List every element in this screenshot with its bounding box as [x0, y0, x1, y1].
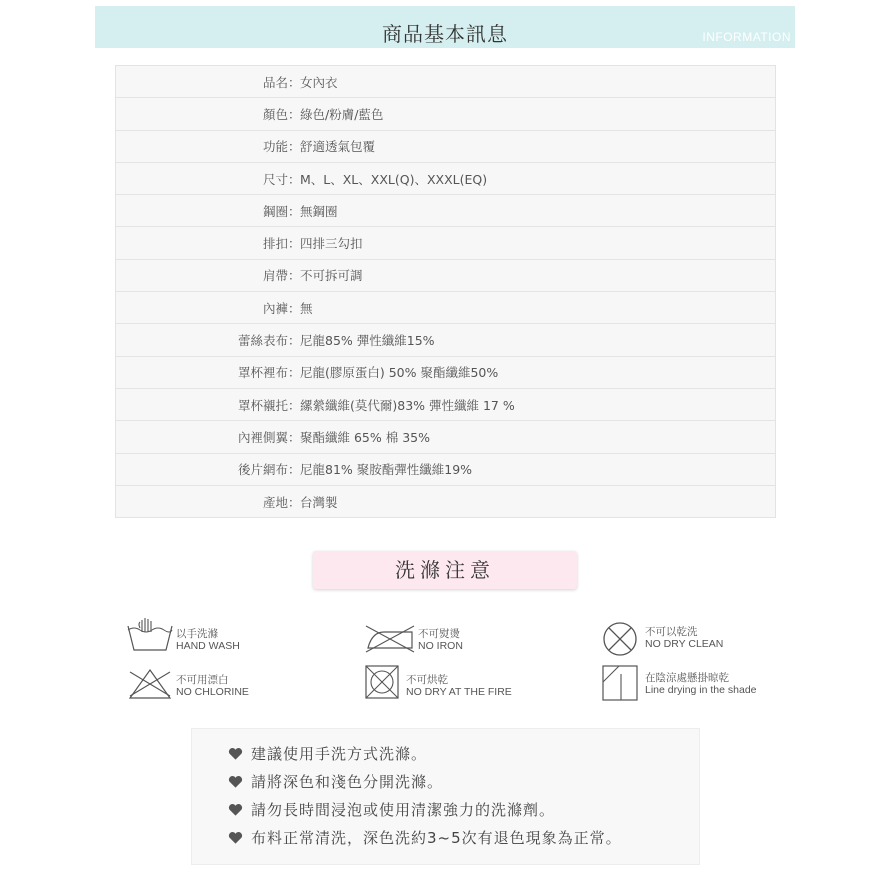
spec-value: 女內衣 — [300, 74, 338, 90]
spec-value: 聚酯纖維 65% 棉 35% — [300, 429, 430, 445]
info-subtitle: INFORMATION — [702, 30, 791, 44]
heart-icon — [228, 747, 243, 761]
spec-separator: ： — [288, 429, 301, 445]
spec-row — [116, 66, 775, 98]
care-label — [176, 628, 240, 652]
care-label — [645, 626, 723, 650]
spec-row — [116, 324, 775, 356]
spec-row — [116, 227, 775, 259]
spec-row — [116, 389, 775, 421]
care-label-zh: 不可烘乾 — [406, 674, 448, 686]
care-note-text: 布料正常清洗，深色洗約3~5次有退色現象為正常。 — [251, 829, 622, 847]
spec-separator: ： — [288, 171, 301, 187]
spec-label: 肩帶 — [262, 268, 288, 284]
spec-value: 縲縈纖維(莫代爾)83% 彈性纖維 17 % — [300, 397, 515, 413]
spec-label: 顏色 — [262, 106, 288, 122]
care-label-zh: 不可以乾洗 — [645, 626, 698, 638]
no-iron-icon — [364, 624, 416, 654]
spec-separator: ： — [288, 203, 301, 219]
spec-row — [116, 454, 775, 486]
no-bleach-icon — [128, 666, 172, 702]
care-label — [176, 674, 249, 698]
spec-label: 內褲 — [262, 300, 288, 316]
care-label-en: NO DRY CLEAN — [645, 638, 724, 650]
care-label-zh: 不可用漂白 — [176, 674, 229, 686]
spec-label: 排扣 — [262, 236, 288, 252]
care-label-zh: 在陰涼處懸掛晾乾 — [645, 672, 729, 684]
no-tumble-dry-icon — [364, 664, 400, 700]
spec-label: 蕾絲表布 — [237, 333, 288, 349]
spec-separator: ： — [288, 268, 301, 284]
spec-value: 綠色/粉膚/藍色 — [300, 106, 384, 122]
spec-label: 功能 — [262, 139, 288, 155]
care-label-en: NO DRY AT THE FIRE — [406, 686, 512, 698]
care-note — [228, 827, 622, 848]
spec-label: 罩杯裡布 — [237, 365, 288, 381]
info-header — [95, 6, 795, 48]
spec-label: 後片網布 — [237, 462, 288, 478]
spec-row — [116, 260, 775, 292]
care-label-en: NO CHLORINE — [176, 686, 249, 698]
care-note — [228, 743, 427, 764]
care-label-en: Line drying in the shade — [645, 684, 757, 696]
care-note-text: 建議使用手洗方式洗滌。 — [251, 745, 428, 763]
info-title: 商品基本訊息 — [382, 22, 508, 46]
care-note — [228, 799, 555, 820]
spec-value: 尼龍81% 聚胺酯彈性纖維19% — [300, 462, 473, 478]
heart-icon — [228, 775, 243, 789]
line-dry-shade-icon — [601, 664, 639, 702]
spec-separator: ： — [288, 300, 301, 316]
care-note-text: 請勿長時間浸泡或使用清潔強力的洗滌劑。 — [251, 801, 556, 819]
spec-separator: ： — [288, 74, 301, 90]
care-notes-box — [191, 728, 700, 865]
spec-label: 尺寸 — [262, 171, 288, 187]
hand-wash-icon — [126, 614, 174, 652]
spec-label: 鋼圈 — [262, 203, 288, 219]
no-dry-clean-icon — [601, 620, 639, 658]
spec-value: 無 — [300, 300, 313, 316]
heart-icon — [228, 831, 243, 845]
spec-row — [116, 195, 775, 227]
spec-value: 尼龍85% 彈性纖維15% — [300, 333, 435, 349]
heart-icon — [228, 803, 243, 817]
spec-row — [116, 486, 775, 518]
spec-value: 不可拆可調 — [300, 268, 363, 284]
spec-row — [116, 163, 775, 195]
spec-value: 尼龍(膠原蛋白) 50% 聚酯纖維50% — [300, 365, 499, 381]
care-label-en: NO IRON — [418, 640, 463, 652]
care-label-zh: 不可熨燙 — [418, 628, 460, 640]
spec-separator: ： — [288, 494, 301, 510]
spec-label: 罩杯襯托 — [237, 397, 288, 413]
spec-separator: ： — [288, 236, 301, 252]
spec-row — [116, 421, 775, 453]
spec-separator: ： — [288, 365, 301, 381]
spec-label: 產地 — [262, 494, 288, 510]
spec-separator: ： — [288, 462, 301, 478]
spec-label: 內裡側翼 — [237, 429, 288, 445]
spec-label: 品名 — [262, 74, 288, 90]
care-label-en: HAND WASH — [176, 640, 240, 652]
wash-care-title: 洗滌注意 — [313, 551, 577, 589]
care-note — [228, 771, 443, 792]
spec-row — [116, 292, 775, 324]
spec-separator: ： — [288, 333, 301, 349]
care-label — [645, 672, 757, 696]
spec-separator: ： — [288, 397, 301, 413]
spec-value: 無鋼圈 — [300, 203, 338, 219]
spec-row — [116, 98, 775, 130]
care-label — [418, 628, 463, 652]
spec-row — [116, 357, 775, 389]
care-note-text: 請將深色和淺色分開洗滌。 — [251, 773, 444, 791]
spec-value: M、L、XL、XXL(Q)、XXXL(EQ) — [300, 171, 488, 187]
spec-value: 台灣製 — [300, 494, 338, 510]
care-label — [406, 674, 512, 698]
spec-table — [115, 65, 776, 518]
spec-value: 四排三勾扣 — [300, 236, 363, 252]
spec-separator: ： — [288, 139, 301, 155]
spec-separator: ： — [288, 106, 301, 122]
spec-value: 舒適透氣包覆 — [300, 139, 376, 155]
spec-row — [116, 131, 775, 163]
care-label-zh: 以手洗滌 — [176, 628, 218, 640]
